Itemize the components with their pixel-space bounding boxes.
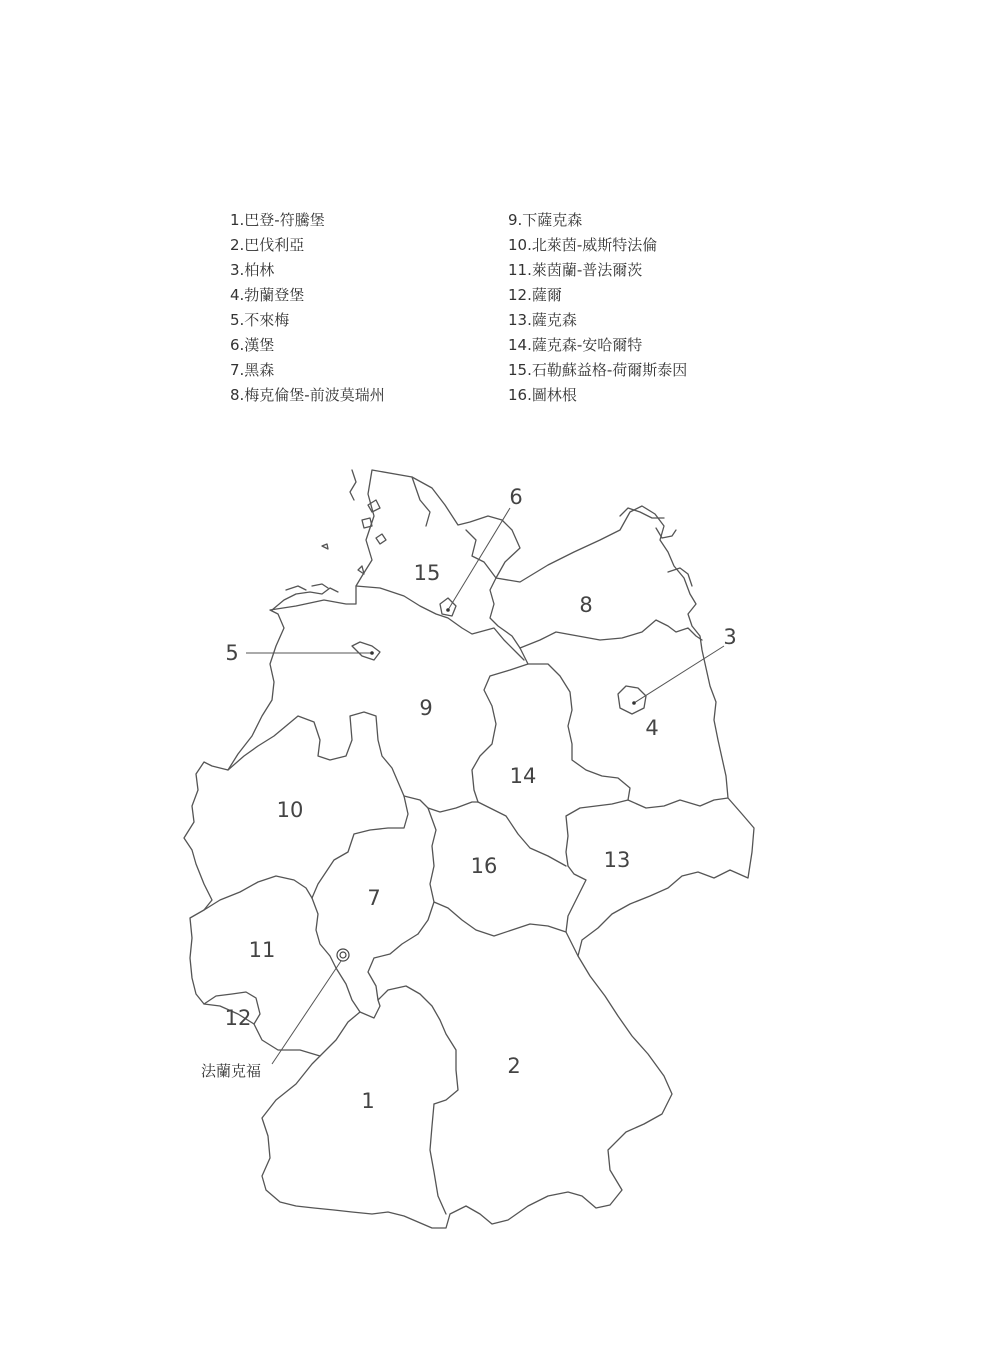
state-number-1: 1: [361, 1089, 375, 1113]
state-number-13: 13: [603, 848, 631, 872]
state-number-8: 8: [579, 593, 593, 617]
legend-item: 12.薩爾: [508, 286, 562, 304]
state-number-4: 4: [645, 716, 659, 740]
berlin-boundary: [618, 686, 646, 714]
berlin-dot: [632, 701, 636, 705]
state-number-11: 11: [248, 938, 276, 962]
hamburg-dot: [446, 608, 450, 612]
rhine-southwest: [320, 1012, 360, 1056]
boundary-16-2: [434, 902, 566, 936]
state-number-9: 9: [419, 696, 433, 720]
legend-item: 2.巴伐利亞: [230, 236, 305, 254]
boundary-1-2: [430, 1104, 446, 1214]
state-number-15: 15: [413, 561, 441, 585]
bremen-boundary: [352, 642, 380, 660]
boundary-7-16: [418, 808, 436, 934]
legend-item: 13.薩克森: [508, 311, 577, 329]
state-number-7: 7: [367, 886, 381, 910]
boundary-14-4: [528, 664, 630, 800]
island: [668, 568, 692, 586]
island: [312, 584, 328, 588]
country-outline: [184, 470, 754, 1228]
boundary-7-2: [368, 934, 458, 1104]
legend-item: 7.黑森: [230, 361, 275, 379]
elbe-river: [356, 586, 524, 660]
bremen-dot: [370, 651, 374, 655]
state-number-5: 5: [225, 641, 239, 665]
state-number-10: 10: [276, 798, 304, 822]
coast-detail: [350, 470, 356, 500]
boundary-10-11: [204, 876, 312, 910]
legend-item: 8.梅克倫堡-前波莫瑞州: [230, 386, 385, 404]
island: [656, 528, 676, 538]
state-number-16: 16: [470, 854, 498, 878]
legend-item: 16.圖林根: [508, 386, 577, 404]
legend-item: 14.薩克森-安哈爾特: [508, 336, 643, 354]
coast-detail: [466, 530, 496, 578]
state-number-2: 2: [507, 1054, 521, 1078]
island: [286, 586, 306, 590]
state-number-3: 3: [723, 625, 737, 649]
state-number-14: 14: [509, 764, 537, 788]
frankfurt-marker-outer: [337, 949, 349, 961]
boundary-11-1: [336, 968, 380, 1018]
boundary-9-10: [228, 712, 404, 796]
leader-line-3: [634, 646, 724, 703]
boundary-16-13: [566, 866, 586, 956]
legend-item: 9.下薩克森: [508, 211, 583, 229]
legend-item: 4.勃蘭登堡: [230, 286, 305, 304]
state-number-12: 12: [224, 1006, 252, 1030]
legend-item: 10.北萊茵-威斯特法倫: [508, 236, 658, 254]
island: [272, 588, 338, 610]
boundary-4-13: [628, 798, 728, 808]
legend-item: 5.不來梅: [230, 311, 290, 329]
island: [322, 544, 328, 549]
boundary-8-4: [520, 620, 702, 648]
island: [362, 518, 372, 528]
frankfurt-marker-inner: [340, 952, 346, 958]
legend-item: 6.漢堡: [230, 336, 275, 354]
island: [376, 534, 386, 544]
state-number-6: 6: [509, 485, 523, 509]
frankfurt-leader-line: [272, 961, 341, 1064]
boundary-7-11: [312, 898, 336, 968]
frankfurt-label: 法蘭克福: [201, 1062, 262, 1080]
legend-item: 11.萊茵蘭-普法爾茨: [508, 261, 643, 279]
coast-detail: [412, 477, 430, 526]
boundary-15-8: [490, 578, 520, 648]
legend-item: 1.巴登-符騰堡: [230, 211, 325, 229]
legend-item: 15.石勒蘇益格-荷爾斯泰因: [508, 361, 688, 379]
island: [358, 566, 364, 574]
boundary-9-16: [404, 796, 478, 812]
boundary-10-7: [312, 796, 408, 898]
legend-item: 3.柏林: [230, 261, 275, 279]
